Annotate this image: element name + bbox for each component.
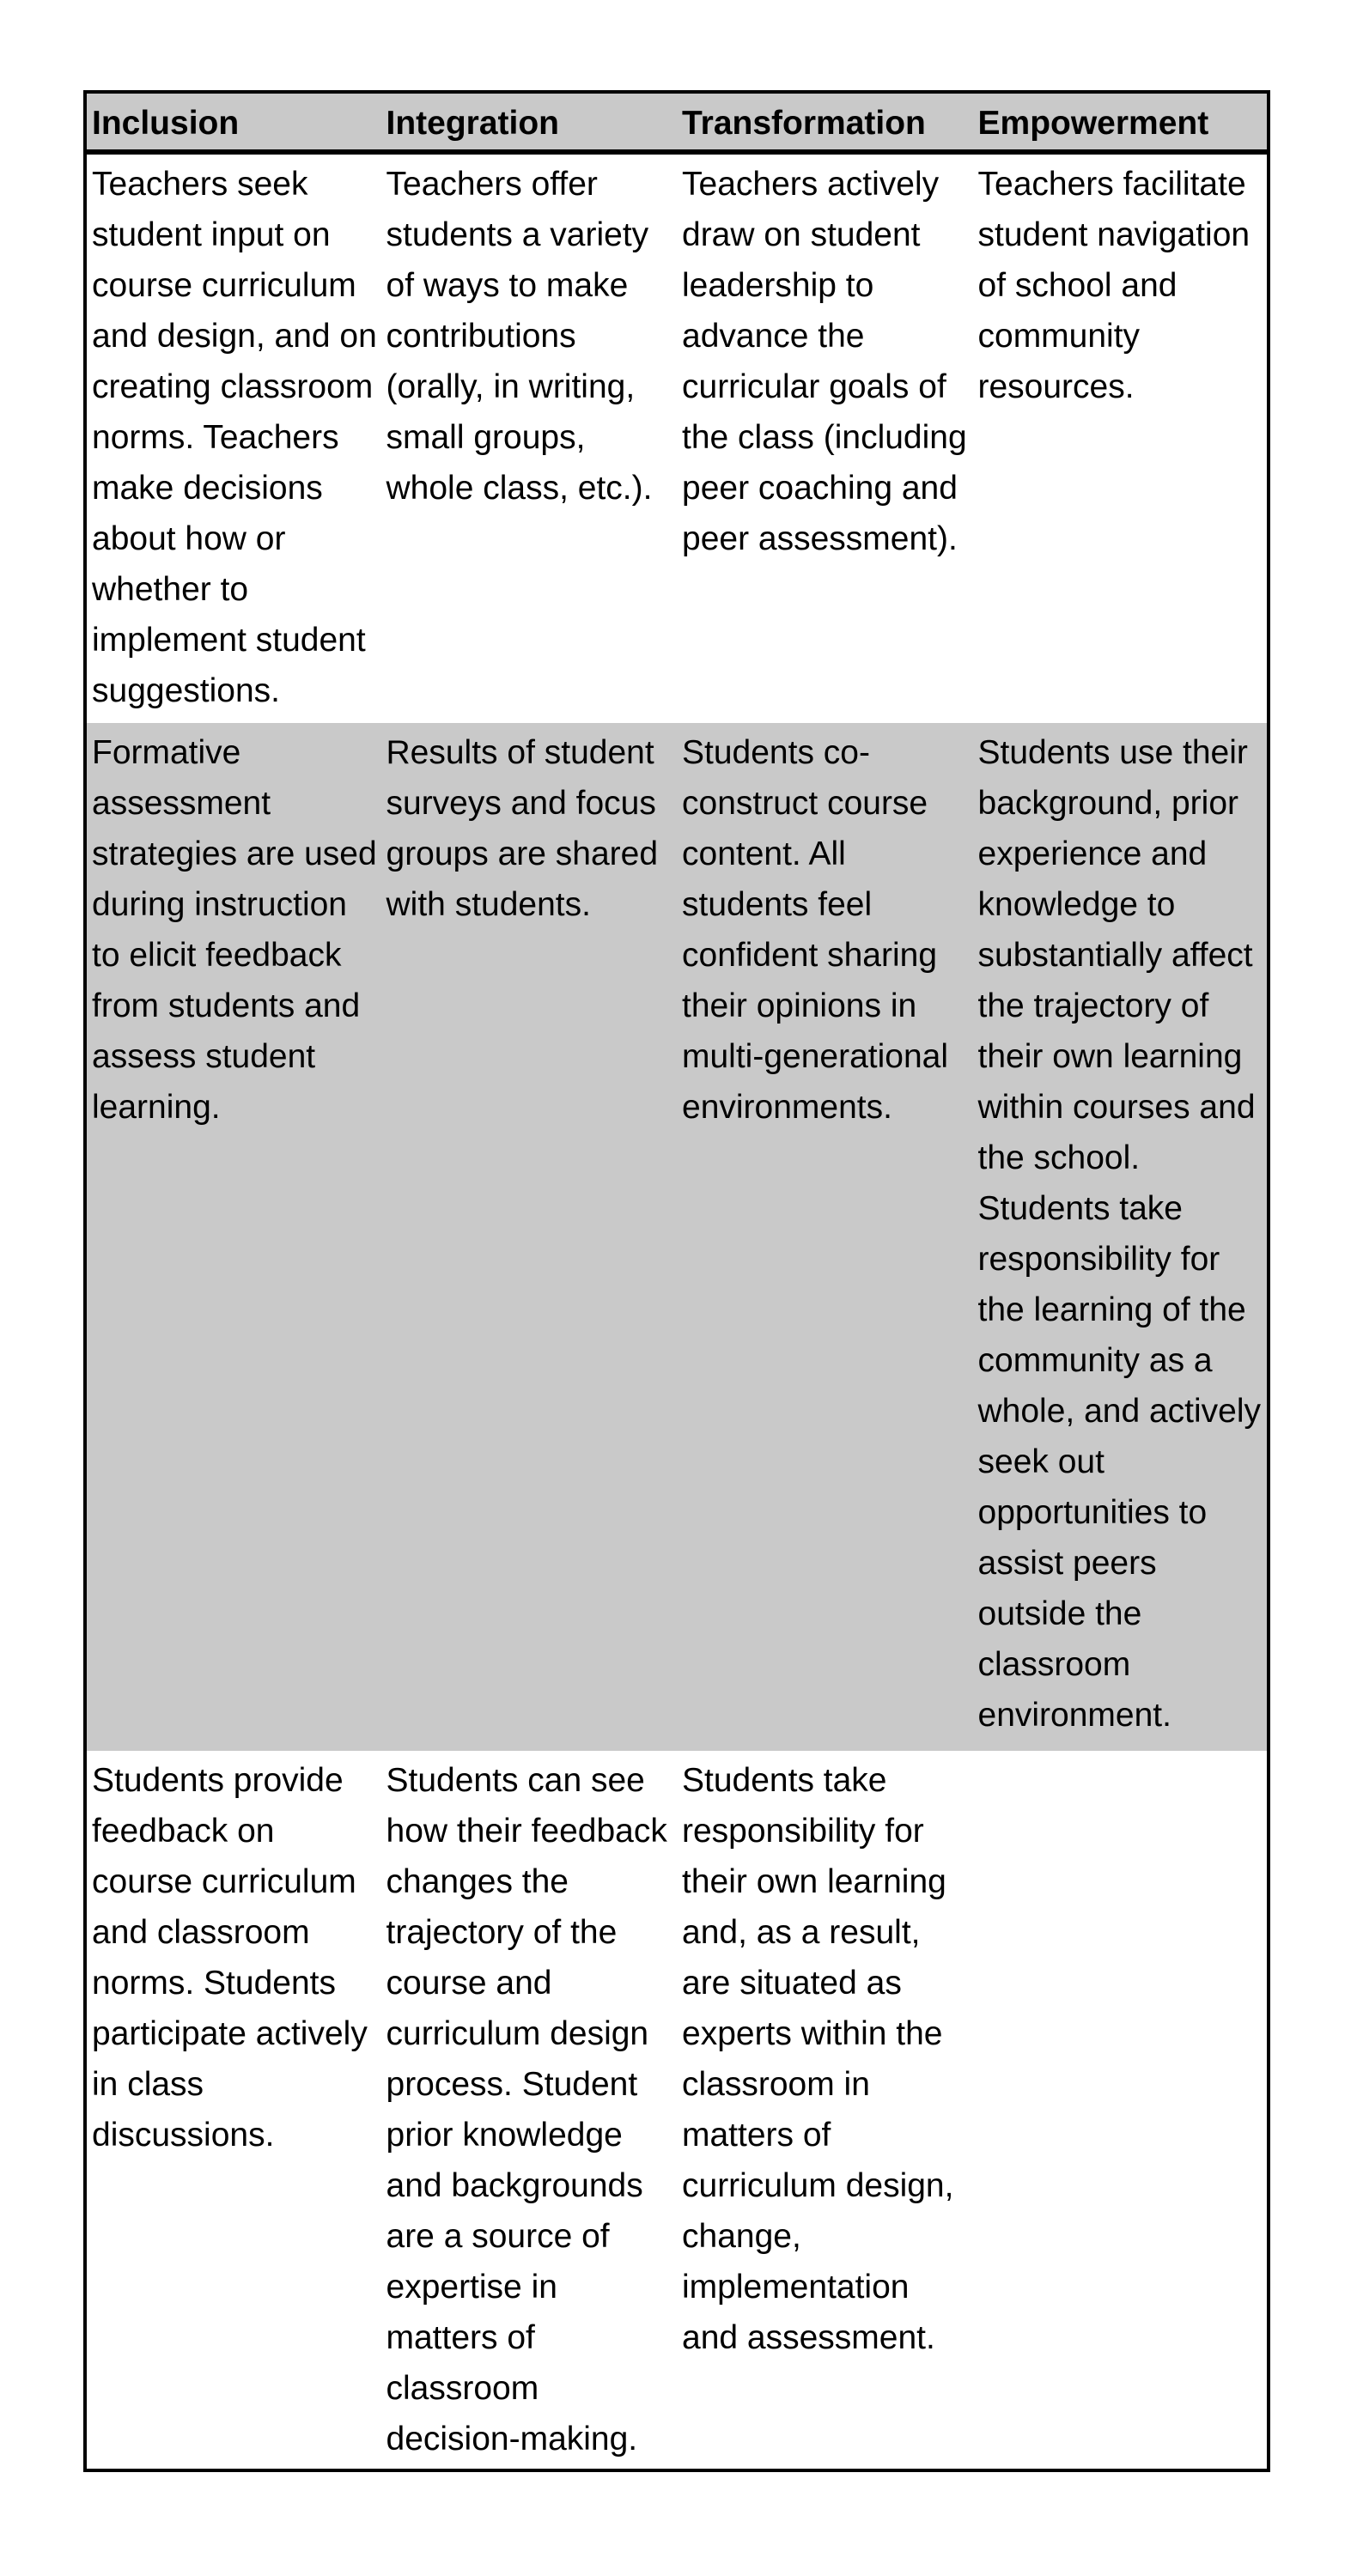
column-header-empowerment: Empowerment bbox=[973, 92, 1269, 152]
cell-row3-transformation: Students take responsibility for their own learning and, as a result, are situated as experts within the classroom in matters of curriculum design, change, implementation and assessment. bbox=[682, 1762, 954, 2356]
cell-row1-empowerment: Teachers facilitate student navigation of school and community resources. bbox=[977, 166, 1251, 405]
cell-row2-integration: Results of student surveys and focus groups are shared with students. bbox=[381, 723, 678, 1751]
cell-row3-empowerment-empty bbox=[973, 1751, 1269, 2470]
column-header-inclusion: Inclusion bbox=[85, 92, 381, 152]
cell-row2-empowerment: Students use their background, prior experience and knowledge to substantially affect the trajectory of their own learning within courses and the school. Students take responsibility for the learning of the community as a whole, and actively seek out opportunities to assist peers outside the classroom environment. bbox=[973, 723, 1269, 1751]
cell-row3-inclusion: Students provide feedback on course curriculum and classroom norms. Students participate actively in class discussions. bbox=[92, 1762, 368, 2154]
table-row-assessment-practices bbox=[85, 723, 1269, 1751]
rubric-table bbox=[83, 90, 1270, 2472]
cell-row3-integration: Students can see how their feedback changes the trajectory of the course and curriculum design process. Student prior knowledge and backgrounds are a source of expertise in matters of classroom decision-making. bbox=[386, 1762, 667, 2458]
column-header-transformation: Transformation bbox=[677, 92, 973, 152]
cell-row2-inclusion: Formative assessment strategies are used during instruction to elicit feedback from students and assess student learning. bbox=[85, 723, 381, 1751]
header-row bbox=[85, 92, 1269, 152]
cell-row2-transformation: Students co-construct course content. All students feel confident sharing their opinions in multi-generational environments. bbox=[677, 723, 973, 1751]
table-row-teachers-practices bbox=[85, 152, 1269, 723]
cell-row1-integration: Teachers offer students a variety of ways to make contributions (orally, in writing, small groups, whole class, etc.). bbox=[386, 166, 653, 507]
table-row-student-practices bbox=[85, 1751, 1269, 2470]
cell-row1-transformation: Teachers actively draw on student leadership to advance the curricular goals of the class (including peer coaching and peer assessment). bbox=[682, 166, 967, 557]
column-header-integration: Integration bbox=[381, 92, 678, 152]
cell-row1-inclusion: Teachers seek student input on course curriculum and design, and on creating classroom norms. Teachers make decisions about how or whether to implement student suggestions. bbox=[92, 166, 377, 709]
